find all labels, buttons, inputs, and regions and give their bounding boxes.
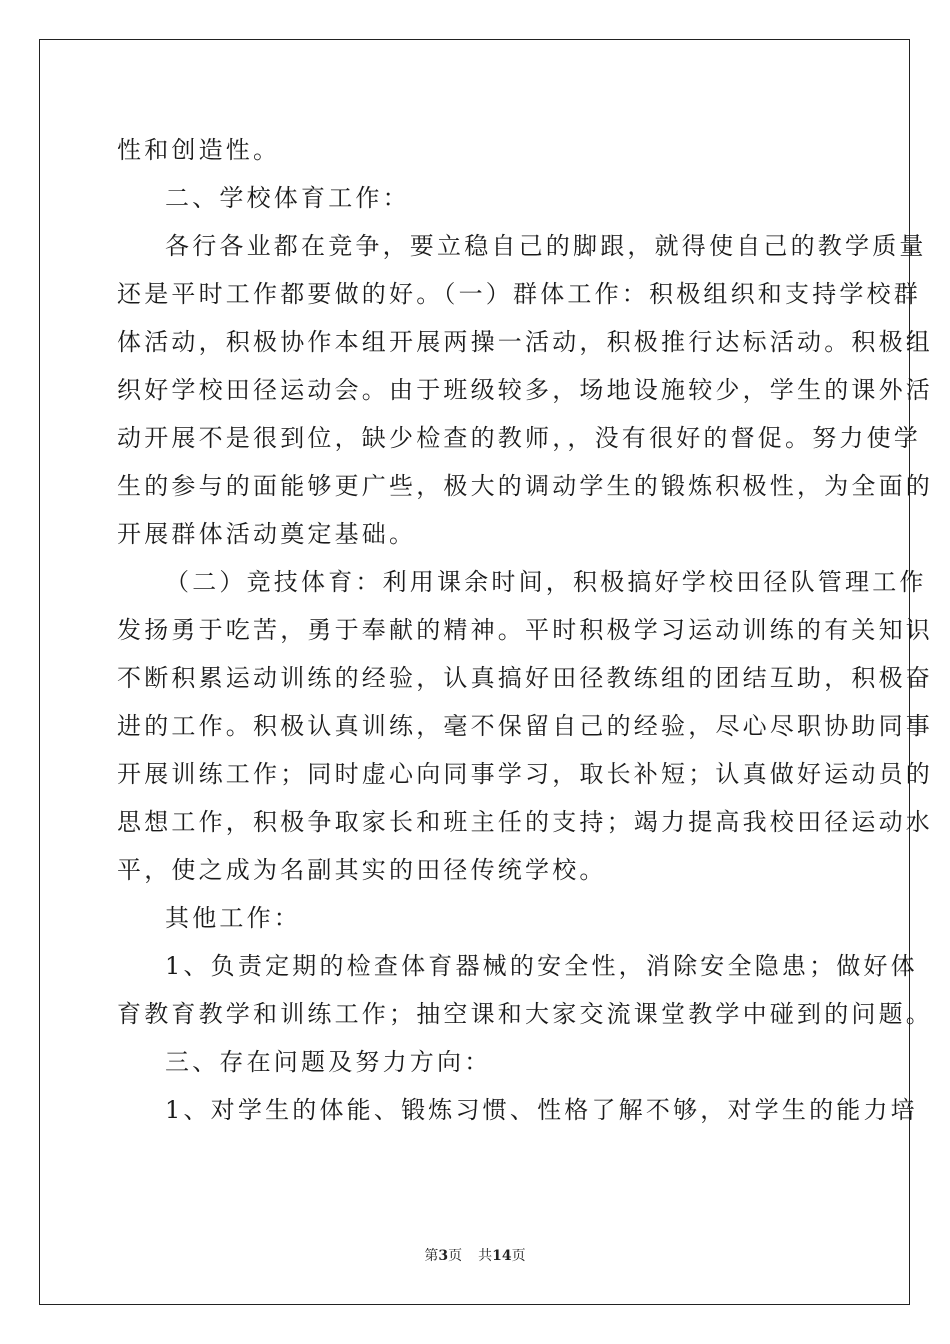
text-line: 进的工作。积极认真训练，毫不保留自己的经验，尽心尽职协助同事 [117, 712, 933, 740]
text-line: 育教育教学和训练工作；抽空课和大家交流课堂教学中碰到的问题。 [117, 1000, 933, 1028]
text-line: 动开展不是很到位，缺少检查的教师，，没有很好的督促。努力使学 [117, 424, 921, 452]
paragraph [117, 174, 833, 222]
text-line: 1、对学生的体能、锻炼习惯、性格了解不够，对学生的能力培 [165, 1096, 918, 1124]
text-line: 还是平时工作都要做的好。（一）群体工作：积极组织和支持学校群 [117, 280, 921, 308]
text-line: 平，使之成为名副其实的田径传统学校。 [117, 856, 607, 884]
text-line: 生的参与的面能够更广些，极大的调动学生的锻炼积极性，为全面的 [117, 472, 933, 500]
footer-current-page: 3 [438, 1248, 449, 1264]
text-line: 二、学校体育工作： [165, 184, 410, 212]
text-line: 思想工作，积极争取家长和班主任的支持；竭力提高我校田径运动水 [117, 808, 933, 836]
paragraph [117, 942, 933, 1038]
footer-total-pages: 14 [492, 1248, 512, 1264]
footer-page-unit: 页 [448, 1248, 463, 1264]
paragraph [117, 126, 833, 174]
paragraph [117, 1038, 833, 1086]
text-line: （二）竞技体育：利用课余时间，积极搞好学校田径队管理工作 [165, 568, 927, 596]
paragraph [117, 1086, 918, 1134]
text-line: 三、存在问题及努力方向： [165, 1048, 492, 1076]
footer-total-unit: 页 [511, 1248, 526, 1264]
text-line: 不断积累运动训练的经验，认真搞好田径教练组的团结互助，积极奋 [117, 664, 933, 692]
text-line: 性和创造性。 [117, 136, 281, 164]
text-line: 体活动，积极协作本组开展两操一活动，积极推行达标活动。积极组 [117, 328, 933, 356]
paragraph [117, 222, 933, 558]
text-line: 发扬勇于吃苦，勇于奉献的精神。平时积极学习运动训练的有关知识 [117, 616, 933, 644]
text-line: 开展训练工作；同时虚心向同事学习，取长补短；认真做好运动员的 [117, 760, 933, 788]
footer-total-prefix: 共 [478, 1248, 493, 1264]
text-line: 1、负责定期的检查体育器械的安全性，消除安全隐患；做好体 [165, 952, 918, 980]
document-body [117, 126, 933, 1134]
text-line: 开展群体活动奠定基础。 [117, 520, 417, 548]
page-footer [0, 1247, 950, 1265]
footer-page-prefix: 第 [424, 1248, 439, 1264]
paragraph [117, 894, 833, 942]
text-line: 织好学校田径运动会。由于班级较多，场地设施较少，学生的课外活 [117, 376, 933, 404]
text-line: 其他工作： [165, 904, 301, 932]
text-line: 各行各业都在竞争，要立稳自己的脚跟，就得使自己的教学质量 [165, 232, 927, 260]
paragraph [117, 558, 933, 894]
